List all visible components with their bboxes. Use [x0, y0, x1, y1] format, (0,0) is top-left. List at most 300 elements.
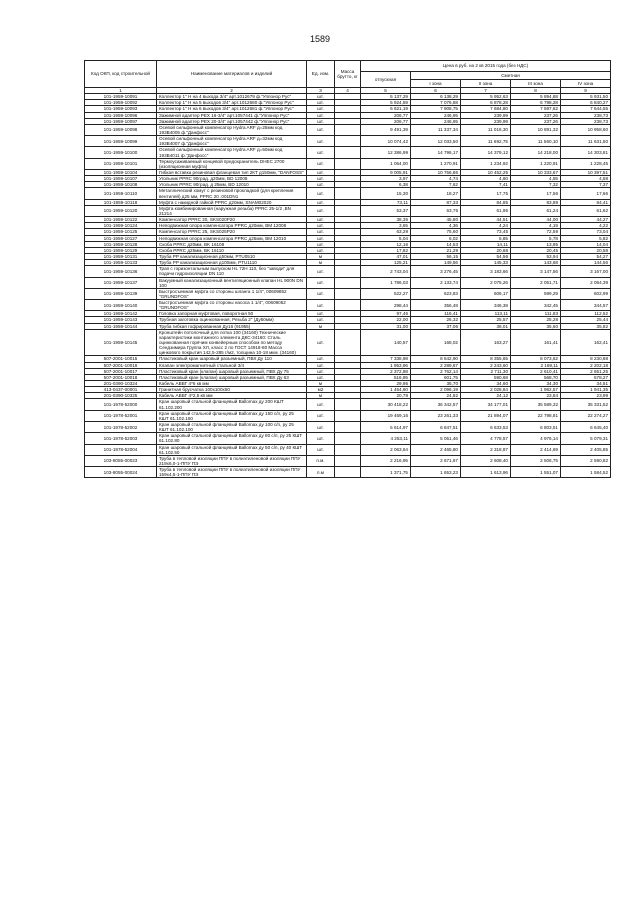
cell-zone-1-price: 149,56: [411, 260, 461, 266]
cell-zone-4-price: 162,41: [561, 329, 611, 356]
cell-release-price: 2 743,04: [361, 266, 411, 277]
cell-release-price: 2 372,88: [361, 368, 411, 374]
cell-unit: шт.: [307, 247, 335, 253]
cell-zone-4-price: 23,99: [561, 393, 611, 399]
cell-name: Головка запорная муфтовая, поворотная 50: [157, 311, 307, 317]
cell-code: 101-1959-10100: [85, 147, 157, 158]
cell-zone-2-price: 4,60: [461, 176, 511, 182]
cell-name: Осевой сильфонный компенсатор Hydra ARF д=25мм код 193B4005 ф."Данфосс": [157, 124, 307, 135]
cell-zone-4-price: 25,44: [561, 317, 611, 323]
cell-unit: шт.: [307, 136, 335, 147]
cell-zone-3-price: 25,28: [511, 317, 561, 323]
cell-code: 101-1959-10143: [85, 317, 157, 323]
cell-zone-2-price: 2 028,84: [461, 387, 511, 393]
cell-zone-3-price: 2 414,69: [511, 444, 561, 455]
cell-mass: [335, 277, 361, 288]
cell-zone-1-price: 2 762,14: [411, 368, 461, 374]
cell-release-price: 7 338,98: [361, 356, 411, 362]
cell-zone-1-price: 1 653,23: [411, 467, 461, 478]
cell-unit: шт.: [307, 169, 335, 175]
cell-unit: шт.: [307, 317, 335, 323]
cell-name: Металлический хомут с резиновой прокладкой (для крепления вентилей) д25 мм, PPRC 20 .001DN1: [157, 188, 307, 199]
table-row: [85, 399, 611, 410]
cell-name: Угольник PPRC 90град. д20мм, BD 12008: [157, 176, 307, 182]
table-row: [85, 410, 611, 421]
header-zone-2: II зона: [461, 80, 511, 88]
cell-zone-4-price: 578,27: [561, 374, 611, 380]
table-row: [85, 124, 611, 135]
cell-zone-1-price: 56,15: [411, 253, 461, 259]
cell-release-price: 6 621,19: [361, 106, 411, 112]
header-zone-1: I зона: [411, 80, 461, 88]
cell-zone-2-price: 4,24: [461, 223, 511, 229]
cell-zone-2-price: 2 608,40: [461, 455, 511, 466]
cell-zone-1-price: 14 796,17: [411, 147, 461, 158]
cell-name: Труба PP канализационная д100мм, PTU1110: [157, 260, 307, 266]
cell-zone-4-price: 238,73: [561, 118, 611, 124]
cell-unit: шт.: [307, 368, 335, 374]
cell-name: Труба гибкая гофрированная Ду16 (91955): [157, 323, 307, 329]
cell-code: 101-1959-10096: [85, 112, 157, 118]
cell-zone-2-price: 6 633,53: [461, 422, 511, 433]
cell-release-price: 206,77: [361, 118, 411, 124]
cell-zone-1-price: 6,02: [411, 235, 461, 241]
cell-code: 101-1978-52000: [85, 399, 157, 410]
cell-name: Муфта с накидной гайкой PPRC д20мм, SNAM02020: [157, 199, 307, 205]
cell-name: Компенсатор PPRC 20, SKS020P20: [157, 217, 307, 223]
cell-code: 101-1959-10092: [85, 100, 157, 106]
cell-zone-2-price: 8 355,65: [461, 356, 511, 362]
cell-unit: м: [307, 253, 335, 259]
cell-release-price: 12,16: [361, 241, 411, 247]
cell-unit: шт.: [307, 94, 335, 100]
cell-unit: шт.: [307, 311, 335, 317]
cell-code: 101-1978-52002: [85, 422, 157, 433]
cell-release-price: 19 469,16: [361, 410, 411, 421]
cell-zone-4-price: 144,56: [561, 260, 611, 266]
cell-release-price: 73,11: [361, 199, 411, 205]
cell-mass: [335, 136, 361, 147]
cell-code: 101-1959-10133: [85, 260, 157, 266]
column-number: 7: [461, 88, 511, 94]
cell-zone-3-price: 23,84: [511, 393, 561, 399]
cell-release-price: 125,21: [361, 260, 411, 266]
cell-code: 413-0437-00001: [85, 387, 157, 393]
cell-zone-3-price: 6 798,28: [511, 100, 561, 106]
cell-release-price: 1 064,00: [361, 158, 411, 169]
cell-zone-1-price: 35,70: [411, 381, 461, 387]
cell-zone-1-price: 2 133,74: [411, 277, 461, 288]
cell-mass: [335, 433, 361, 444]
cell-name: Осевой сильфонный компенсатор Hydra ARF д=50мм код 193B4011 ф."Данфосс": [157, 147, 307, 158]
table-row: [85, 147, 611, 158]
cell-zone-3-price: 6 803,51: [511, 422, 561, 433]
cell-name: Вакуумный канализационный вентиляционный клапан HL 900N DN 100: [157, 277, 307, 288]
column-number: 2: [157, 88, 307, 94]
cell-code: 101-1959-10122: [85, 217, 157, 223]
cell-zone-1-price: 36 342,57: [411, 399, 461, 410]
cell-release-price: 29,95: [361, 381, 411, 387]
cell-code: 101-1959-10097: [85, 118, 157, 124]
cell-zone-4-price: 5,82: [561, 235, 611, 241]
column-number: 6: [411, 88, 461, 94]
cell-zone-2-price: 606,17: [461, 288, 511, 299]
cell-zone-1-price: 2 096,19: [411, 387, 461, 393]
cell-unit: шт.: [307, 217, 335, 223]
cell-zone-3-price: 2 051,71: [511, 277, 561, 288]
cell-unit: шт.: [307, 106, 335, 112]
cell-unit: шт.: [307, 205, 335, 216]
cell-zone-4-price: 2 202,18: [561, 362, 611, 368]
cell-zone-2-price: 3 183,66: [461, 266, 511, 277]
cell-zone-4-price: 344,57: [561, 300, 611, 311]
cell-zone-1-price: 7 076,68: [411, 100, 461, 106]
cell-code: 101-1959-10110: [85, 188, 157, 199]
cell-zone-1-price: 18,27: [411, 188, 461, 199]
cell-zone-4-price: 2 405,85: [561, 444, 611, 455]
cell-name: Кран шаровый стальной фланцевый Ballomax ду 50 с/п, ру 40 КШТ 61.102.50: [157, 444, 307, 455]
cell-unit: шт.: [307, 444, 335, 455]
cell-name: Пластиковый кран (клапан) шаровый разъемный, ПВХ Ду 63: [157, 374, 307, 380]
cell-unit: шт.: [307, 188, 335, 199]
table-row: [85, 188, 611, 199]
cell-zone-2-price: 73,45: [461, 229, 511, 235]
cell-zone-2-price: 2 711,30: [461, 368, 511, 374]
cell-zone-1-price: 12 033,50: [411, 136, 461, 147]
header-unit: Ед. изм.: [307, 61, 335, 88]
cell-zone-3-price: 11 560,10: [511, 136, 561, 147]
cell-zone-4-price: 84,41: [561, 199, 611, 205]
cell-zone-2-price: 6 878,28: [461, 100, 511, 106]
header-zone-3: III зона: [511, 80, 561, 88]
cell-release-price: 1 953,96: [361, 362, 411, 368]
cell-zone-1-price: 1 270,91: [411, 158, 461, 169]
cell-zone-3-price: 7,32: [511, 182, 561, 188]
cell-zone-1-price: 87,33: [411, 199, 461, 205]
cell-zone-2-price: 14 379,12: [461, 147, 511, 158]
cell-zone-4-price: 1 941,35: [561, 387, 611, 393]
cell-zone-4-price: 5 931,50: [561, 94, 611, 100]
cell-unit: шт.: [307, 223, 335, 229]
cell-release-price: 5,04: [361, 235, 411, 241]
cell-zone-4-price: 54,27: [561, 253, 611, 259]
table-row: [85, 444, 611, 455]
cell-zone-1-price: 4,74: [411, 176, 461, 182]
cell-zone-1-price: 8 542,90: [411, 356, 461, 362]
cell-zone-3-price: 53,94: [511, 253, 561, 259]
cell-zone-2-price: 145,33: [461, 260, 511, 266]
cell-zone-1-price: 26,32: [411, 317, 461, 323]
cell-zone-4-price: 20,58: [561, 247, 611, 253]
cell-zone-3-price: 2 169,11: [511, 362, 561, 368]
cell-unit: шт.: [307, 241, 335, 247]
cell-zone-4-price: 61,62: [561, 205, 611, 216]
cell-release-price: 206,77: [361, 112, 411, 118]
cell-release-price: 298,44: [361, 300, 411, 311]
cell-zone-4-price: 4,58: [561, 176, 611, 182]
cell-zone-2-price: 5 952,63: [461, 94, 511, 100]
header-name: Наименование материалов и изделий: [157, 61, 307, 88]
cell-zone-4-price: 14 303,81: [561, 147, 611, 158]
cell-zone-2-price: 20,68: [461, 247, 511, 253]
cell-code: 101-1959-10098: [85, 124, 157, 135]
cell-release-price: 17,82: [361, 247, 411, 253]
cell-zone-1-price: 116,41: [411, 311, 461, 317]
table-row: [85, 288, 611, 299]
cell-zone-1-price: 14,53: [411, 241, 461, 247]
cell-name: Пластиковый кран шаровый разъемный, ПВХ Ду 110: [157, 356, 307, 362]
cell-zone-3-price: 17,56: [511, 188, 561, 199]
cell-zone-3-price: 111,83: [511, 311, 561, 317]
cell-zone-3-price: 44,00: [511, 217, 561, 223]
cell-code: 101-1959-10099: [85, 136, 157, 147]
cell-unit: шт.: [307, 118, 335, 124]
cell-release-price: 22,00: [361, 317, 411, 323]
cell-zone-3-price: 20,45: [511, 247, 561, 253]
cell-code: 101-1959-10108: [85, 182, 157, 188]
cell-zone-3-price: 568,70: [511, 374, 561, 380]
cell-unit: шт.: [307, 329, 335, 356]
table-row: [85, 433, 611, 444]
cell-release-price: 3,65: [361, 223, 411, 229]
table-row: [85, 205, 611, 216]
cell-zone-1-price: 168,02: [411, 329, 461, 356]
cell-unit: шт.: [307, 399, 335, 410]
table-row: [85, 329, 611, 356]
cell-mass: [335, 124, 361, 135]
cell-zone-3-price: 342,45: [511, 300, 561, 311]
cell-unit: м2: [307, 387, 335, 393]
table-body: [85, 88, 611, 478]
cell-unit: шт.: [307, 229, 335, 235]
cell-zone-3-price: 35,60: [511, 323, 561, 329]
cell-unit: шт.: [307, 112, 335, 118]
table-row: [85, 300, 611, 311]
cell-zone-2-price: 34 177,01: [461, 399, 511, 410]
cell-zone-2-price: 17,75: [461, 188, 511, 199]
cell-zone-2-price: 11 016,30: [461, 124, 511, 135]
header-price-group: Цена в руб. на 2 кв 2015 года (без НДС): [361, 61, 611, 72]
cell-zone-3-price: 10 333,67: [511, 169, 561, 175]
cell-zone-3-price: 1 220,91: [511, 158, 561, 169]
cell-code: 101-1959-10145: [85, 329, 157, 356]
cell-zone-4-price: 35 331,52: [561, 399, 611, 410]
cell-unit: шт.: [307, 176, 335, 182]
cell-unit: м: [307, 323, 335, 329]
cell-unit: шт.: [307, 147, 335, 158]
cell-zone-3-price: 5 894,88: [511, 94, 561, 100]
cell-zone-3-price: 13,95: [511, 241, 561, 247]
cell-zone-1-price: 23 261,33: [411, 410, 461, 421]
cell-zone-4-price: 5 079,31: [561, 433, 611, 444]
cell-code: 101-1959-10091: [85, 94, 157, 100]
cell-release-price: 63,29: [361, 229, 411, 235]
cell-release-price: 140,57: [361, 329, 411, 356]
column-number: 1: [85, 88, 157, 94]
cell-zone-3-price: 34,30: [511, 381, 561, 387]
cell-code: 101-1959-10144: [85, 323, 157, 329]
header-estimate-price: Сметная: [411, 72, 611, 80]
cell-release-price: 97,46: [361, 311, 411, 317]
cell-name: Неподвижная опора компенсатора PPRC д25мм, BM 12010: [157, 235, 307, 241]
cell-zone-3-price: 237,26: [511, 112, 561, 118]
cell-zone-4-price: 2 064,39: [561, 277, 611, 288]
cell-name: Гибкая вставка резиновая фланцевая тип 2КТ д150мм, "DANFOSS": [157, 169, 307, 175]
cell-zone-3-price: 4 976,14: [511, 433, 561, 444]
header-zone-4: IV зона: [561, 80, 611, 88]
cell-zone-2-price: 163,27: [461, 329, 511, 356]
cell-zone-3-price: 10 891,32: [511, 124, 561, 135]
cell-unit: п.м.: [307, 455, 335, 466]
cell-unit: м: [307, 393, 335, 399]
cell-zone-1-price: 45,80: [411, 217, 461, 223]
cell-zone-4-price: 8 230,88: [561, 356, 611, 362]
cell-zone-3-price: 4,55: [511, 176, 561, 182]
cell-zone-4-price: 22 274,27: [561, 410, 611, 421]
price-table: [84, 60, 611, 478]
cell-name: Кабель АВВГ 4*6 кв мм: [157, 381, 307, 387]
cell-zone-3-price: 3 147,56: [511, 266, 561, 277]
cell-zone-1-price: 623,83: [411, 288, 461, 299]
cell-zone-3-price: 22 798,81: [511, 410, 561, 421]
header-mass: Масса брутто, кг: [335, 61, 361, 88]
cell-zone-3-price: 35 589,32: [511, 399, 561, 410]
cell-code: 101-1959-10107: [85, 176, 157, 182]
cell-zone-4-price: 112,52: [561, 311, 611, 317]
cell-zone-4-price: 11 631,50: [561, 136, 611, 147]
cell-release-price: 3,97: [361, 176, 411, 182]
cell-code: 507-2001-10016: [85, 362, 157, 368]
cell-release-price: 5 137,29: [361, 94, 411, 100]
cell-release-price: 9 491,39: [361, 124, 411, 135]
cell-zone-4-price: 602,99: [561, 288, 611, 299]
table-row: [85, 455, 611, 466]
cell-zone-4-price: 3 167,00: [561, 266, 611, 277]
cell-zone-3-price: 2 610,41: [511, 368, 561, 374]
cell-zone-3-price: 14 218,00: [511, 147, 561, 158]
cell-zone-2-price: 2 318,87: [461, 444, 511, 455]
cell-zone-3-price: 8 073,62: [511, 356, 561, 362]
cell-code: 507-2001-10017: [85, 368, 157, 374]
cell-zone-4-price: 6 840,27: [561, 100, 611, 106]
cell-release-price: 31,00: [361, 323, 411, 329]
cell-unit: шт.: [307, 100, 335, 106]
cell-name: Трап с горизонтальным выпуском HL 72H 110, без "заводи" для подачи гидроизоляции DN 110: [157, 266, 307, 277]
cell-zone-4-price: 34,51: [561, 381, 611, 387]
cell-code: 101-1959-10131: [85, 253, 157, 259]
cell-unit: шт.: [307, 433, 335, 444]
cell-unit: шт.: [307, 158, 335, 169]
cell-zone-4-price: 73,04: [561, 229, 611, 235]
cell-mass: [335, 410, 361, 421]
cell-mass: [335, 188, 361, 199]
cell-release-price: 15,30: [361, 188, 411, 199]
cell-zone-1-price: 2 465,80: [411, 444, 461, 455]
column-number: 3: [307, 88, 335, 94]
cell-zone-4-price: 44,27: [561, 217, 611, 223]
cell-zone-1-price: 37,06: [411, 323, 461, 329]
cell-zone-4-price: 2 651,25: [561, 368, 611, 374]
cell-mass: [335, 158, 361, 169]
cell-unit: п.м: [307, 467, 335, 478]
cell-mass: [335, 266, 361, 277]
cell-release-price: 2 063,64: [361, 444, 411, 455]
cell-zone-2-price: 25,57: [461, 317, 511, 323]
cell-code: 101-1959-10128: [85, 241, 157, 247]
cell-release-price: 522,27: [361, 288, 411, 299]
cell-zone-2-price: 54,56: [461, 253, 511, 259]
cell-release-price: 1 786,03: [361, 277, 411, 288]
column-number: 4: [335, 88, 361, 94]
cell-zone-4-price: 1 584,52: [561, 467, 611, 478]
cell-name: Компенсатор PPRC 25, SKS025P20: [157, 229, 307, 235]
table-row: [85, 136, 611, 147]
cell-code: 101-1959-10118: [85, 199, 157, 205]
cell-zone-2-price: 36,01: [461, 323, 511, 329]
cell-mass: [335, 399, 361, 410]
cell-name: Коллектор 1" Н на 5 выходов 3/4" арт.1012680 ф."Уппонор Рус": [157, 100, 307, 106]
cell-zone-3-price: 1 982,57: [511, 387, 561, 393]
cell-zone-4-price: 2 590,82: [561, 455, 611, 466]
cell-zone-2-price: 84,85: [461, 199, 511, 205]
cell-unit: шт.: [307, 356, 335, 362]
cell-zone-2-price: 346,38: [461, 300, 511, 311]
cell-unit: шт.: [307, 266, 335, 277]
cell-unit: шт.: [307, 362, 335, 368]
cell-code: 101-1959-10127: [85, 235, 157, 241]
cell-zone-2-price: 7 684,80: [461, 106, 511, 112]
cell-release-price: 47,01: [361, 253, 411, 259]
table-row: [85, 467, 611, 478]
cell-zone-3-price: 83,89: [511, 199, 561, 205]
cell-zone-3-price: 4,19: [511, 223, 561, 229]
cell-zone-4-price: 4,22: [561, 223, 611, 229]
cell-unit: шт.: [307, 124, 335, 135]
cell-mass: [335, 147, 361, 158]
cell-code: 101-1959-10125: [85, 229, 157, 235]
cell-zone-2-price: 24,12: [461, 393, 511, 399]
cell-zone-1-price: 2 289,67: [411, 362, 461, 368]
cell-zone-2-price: 61,95: [461, 205, 511, 216]
cell-zone-2-price: 239,99: [461, 112, 511, 118]
cell-mass: [335, 422, 361, 433]
cell-zone-2-price: 2 075,26: [461, 277, 511, 288]
cell-name: Угольник PPRC 90град. д 25мм, BD 12010: [157, 182, 307, 188]
cell-zone-3-price: 2 506,75: [511, 455, 561, 466]
cell-release-price: 1 454,60: [361, 387, 411, 393]
cell-zone-3-price: 161,41: [511, 329, 561, 356]
cell-release-price: 20,78: [361, 393, 411, 399]
cell-name: Трубная заготовка оцинкованная, Резьба 2" (Ду50мм): [157, 317, 307, 323]
header-release-price: отпускная: [361, 72, 411, 88]
cell-zone-2-price: 1 613,96: [461, 467, 511, 478]
cell-name: Муфта комбинированная (наружная резьба) PPRC 25-1/2 ,BN 21214: [157, 205, 307, 216]
cell-name: Неподвижная опора компенсатора PPRC д20мм, BM 12008: [157, 223, 307, 229]
column-number: 9: [561, 88, 611, 94]
cell-name: Труба в тепловой изоляции ППУ в полиэтиленовой изоляции ППУ 159х4,5-1-ППУ ПЭ: [157, 467, 307, 478]
cell-code: 101-1959-10124: [85, 223, 157, 229]
cell-unit: шт.: [307, 277, 335, 288]
cell-name: Коллектор 1" Н на 4 выхода 3/4" арт.1012679 ф."Уппонор Рус": [157, 94, 307, 100]
cell-name: Кран шаровый стальной фланцевый Ballomax ду 80 с/п, ру 25 КШТ 61.102.80: [157, 433, 307, 444]
cell-zone-2-price: 5,85: [461, 235, 511, 241]
cell-zone-3-price: 1 551,07: [511, 467, 561, 478]
cell-name: Коллектор 1" Н на 6 выходов 3/4" арт.1012681 ф."Уппонор Рус": [157, 106, 307, 112]
cell-unit: шт.: [307, 410, 335, 421]
cell-zone-1-price: 601,75: [411, 374, 461, 380]
cell-release-price: 2 216,95: [361, 455, 411, 466]
cell-name: Труба в тепловой изоляции ППУ в полиэтиленовой изоляции ППУ 219х6,0-1-ППУ ПЭ: [157, 455, 307, 466]
